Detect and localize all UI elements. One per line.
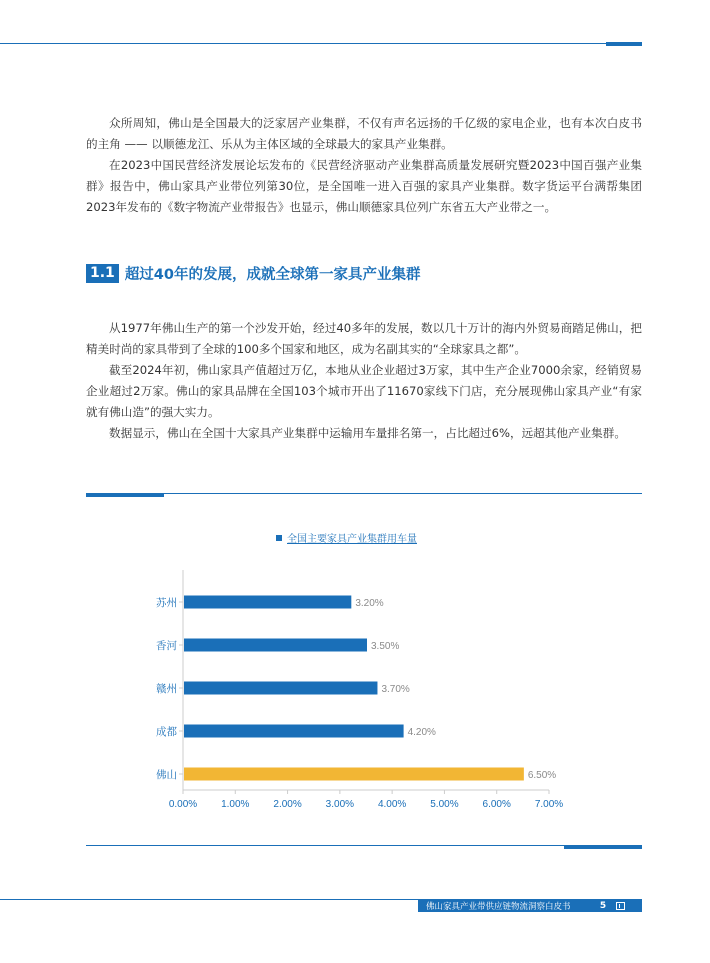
- section-heading: [86, 262, 421, 284]
- x-tick-label: 3.00%: [325, 799, 355, 810]
- intro-paragraph-2: 在2023中国民营经济发展论坛发布的《民营经济驱动产业集群高质量发展研究暨2023中国百强产业集群》报告中，佛山家具产业带位列第30位，是全国唯一进入百强的家具产业集群。数字货运平台满帮集团2023年发布的《数字物流产业带报告》也显示，佛山顺德家具位列广东省五大产业带之一。: [86, 158, 642, 214]
- category-label: 赣州: [156, 683, 177, 695]
- footer-title: 佛山家具产业带供应链物流洞察白皮书: [426, 902, 571, 912]
- x-tick-label: 6.00%: [482, 799, 511, 810]
- legend-swatch: [276, 535, 282, 541]
- book-icon: [616, 902, 625, 910]
- bar: [184, 725, 404, 738]
- chart-top-accent: [86, 493, 164, 497]
- value-label: 6.50%: [527, 770, 557, 781]
- section-paragraph-2: 截至2024年初，佛山家具产值超过万亿，本地从业企业超过3万家，其中生产企业7000余家，经销贸易企业超过2万家。佛山的家具品牌在全国103个城市开出了11670家线下门店，充分展现佛山家具产业“有家就有佛山造”的强大实力。: [86, 363, 642, 419]
- x-tick-label: 2.00%: [273, 799, 302, 810]
- section-title: 超过40年的发展，成就全球第一家具产业集群: [124, 266, 421, 283]
- page-number: 5: [599, 901, 607, 911]
- bar: [184, 682, 377, 695]
- intro-paragraph-1: 众所周知，佛山是全国最大的泛家居产业集群，不仅有声名远扬的千亿级的家电企业，也有本次白皮书的主角 —— 以顺德龙江、乐从为主体区域的全球最大的家具产业集群。: [86, 116, 642, 151]
- x-tick-label: 0.00%: [168, 799, 198, 810]
- section-paragraph-3: 数据显示，佛山在全国十大家具产业集群中运输用车量排名第一，占比超过6%，远超其他产业集群。: [109, 426, 626, 440]
- category-label: 香河: [156, 640, 177, 652]
- bar: [184, 596, 351, 609]
- header-rule: [0, 43, 642, 44]
- footer-bar: [418, 900, 642, 912]
- chart-bars: [184, 596, 556, 782]
- x-tick-label: 5.00%: [430, 799, 459, 810]
- chart-title: 全国主要家具产业集群用车量: [287, 534, 417, 545]
- x-tick-label: 7.00%: [534, 799, 564, 810]
- category-label: 成都: [156, 726, 177, 738]
- x-tick-label: 1.00%: [221, 799, 250, 810]
- bar: [184, 768, 524, 781]
- value-label: 4.20%: [407, 727, 436, 738]
- value-label: 3.70%: [381, 684, 410, 695]
- section-number: 1.1: [86, 264, 119, 283]
- category-label: 佛山: [156, 769, 177, 781]
- category-label: 苏州: [156, 597, 177, 609]
- header-accent-bar: [606, 42, 642, 46]
- chart-top-rule: [86, 493, 642, 494]
- x-tick-label: 4.00%: [377, 799, 407, 810]
- bar: [184, 639, 367, 652]
- chart-bottom-accent: [564, 845, 642, 849]
- value-label: 3.20%: [355, 598, 384, 609]
- value-label: 3.50%: [371, 641, 400, 652]
- chart-bottom-rule: [86, 845, 642, 846]
- section-paragraph-1: 从1977年佛山生产的第一个沙发开始，经过40多年的发展，数以几十万计的海内外贸易商踏足佛山，把精美时尚的家具带到了全球的100多个国家和地区，成为名副其实的“全球家具之都”。: [86, 321, 642, 356]
- bar-chart: [86, 520, 642, 820]
